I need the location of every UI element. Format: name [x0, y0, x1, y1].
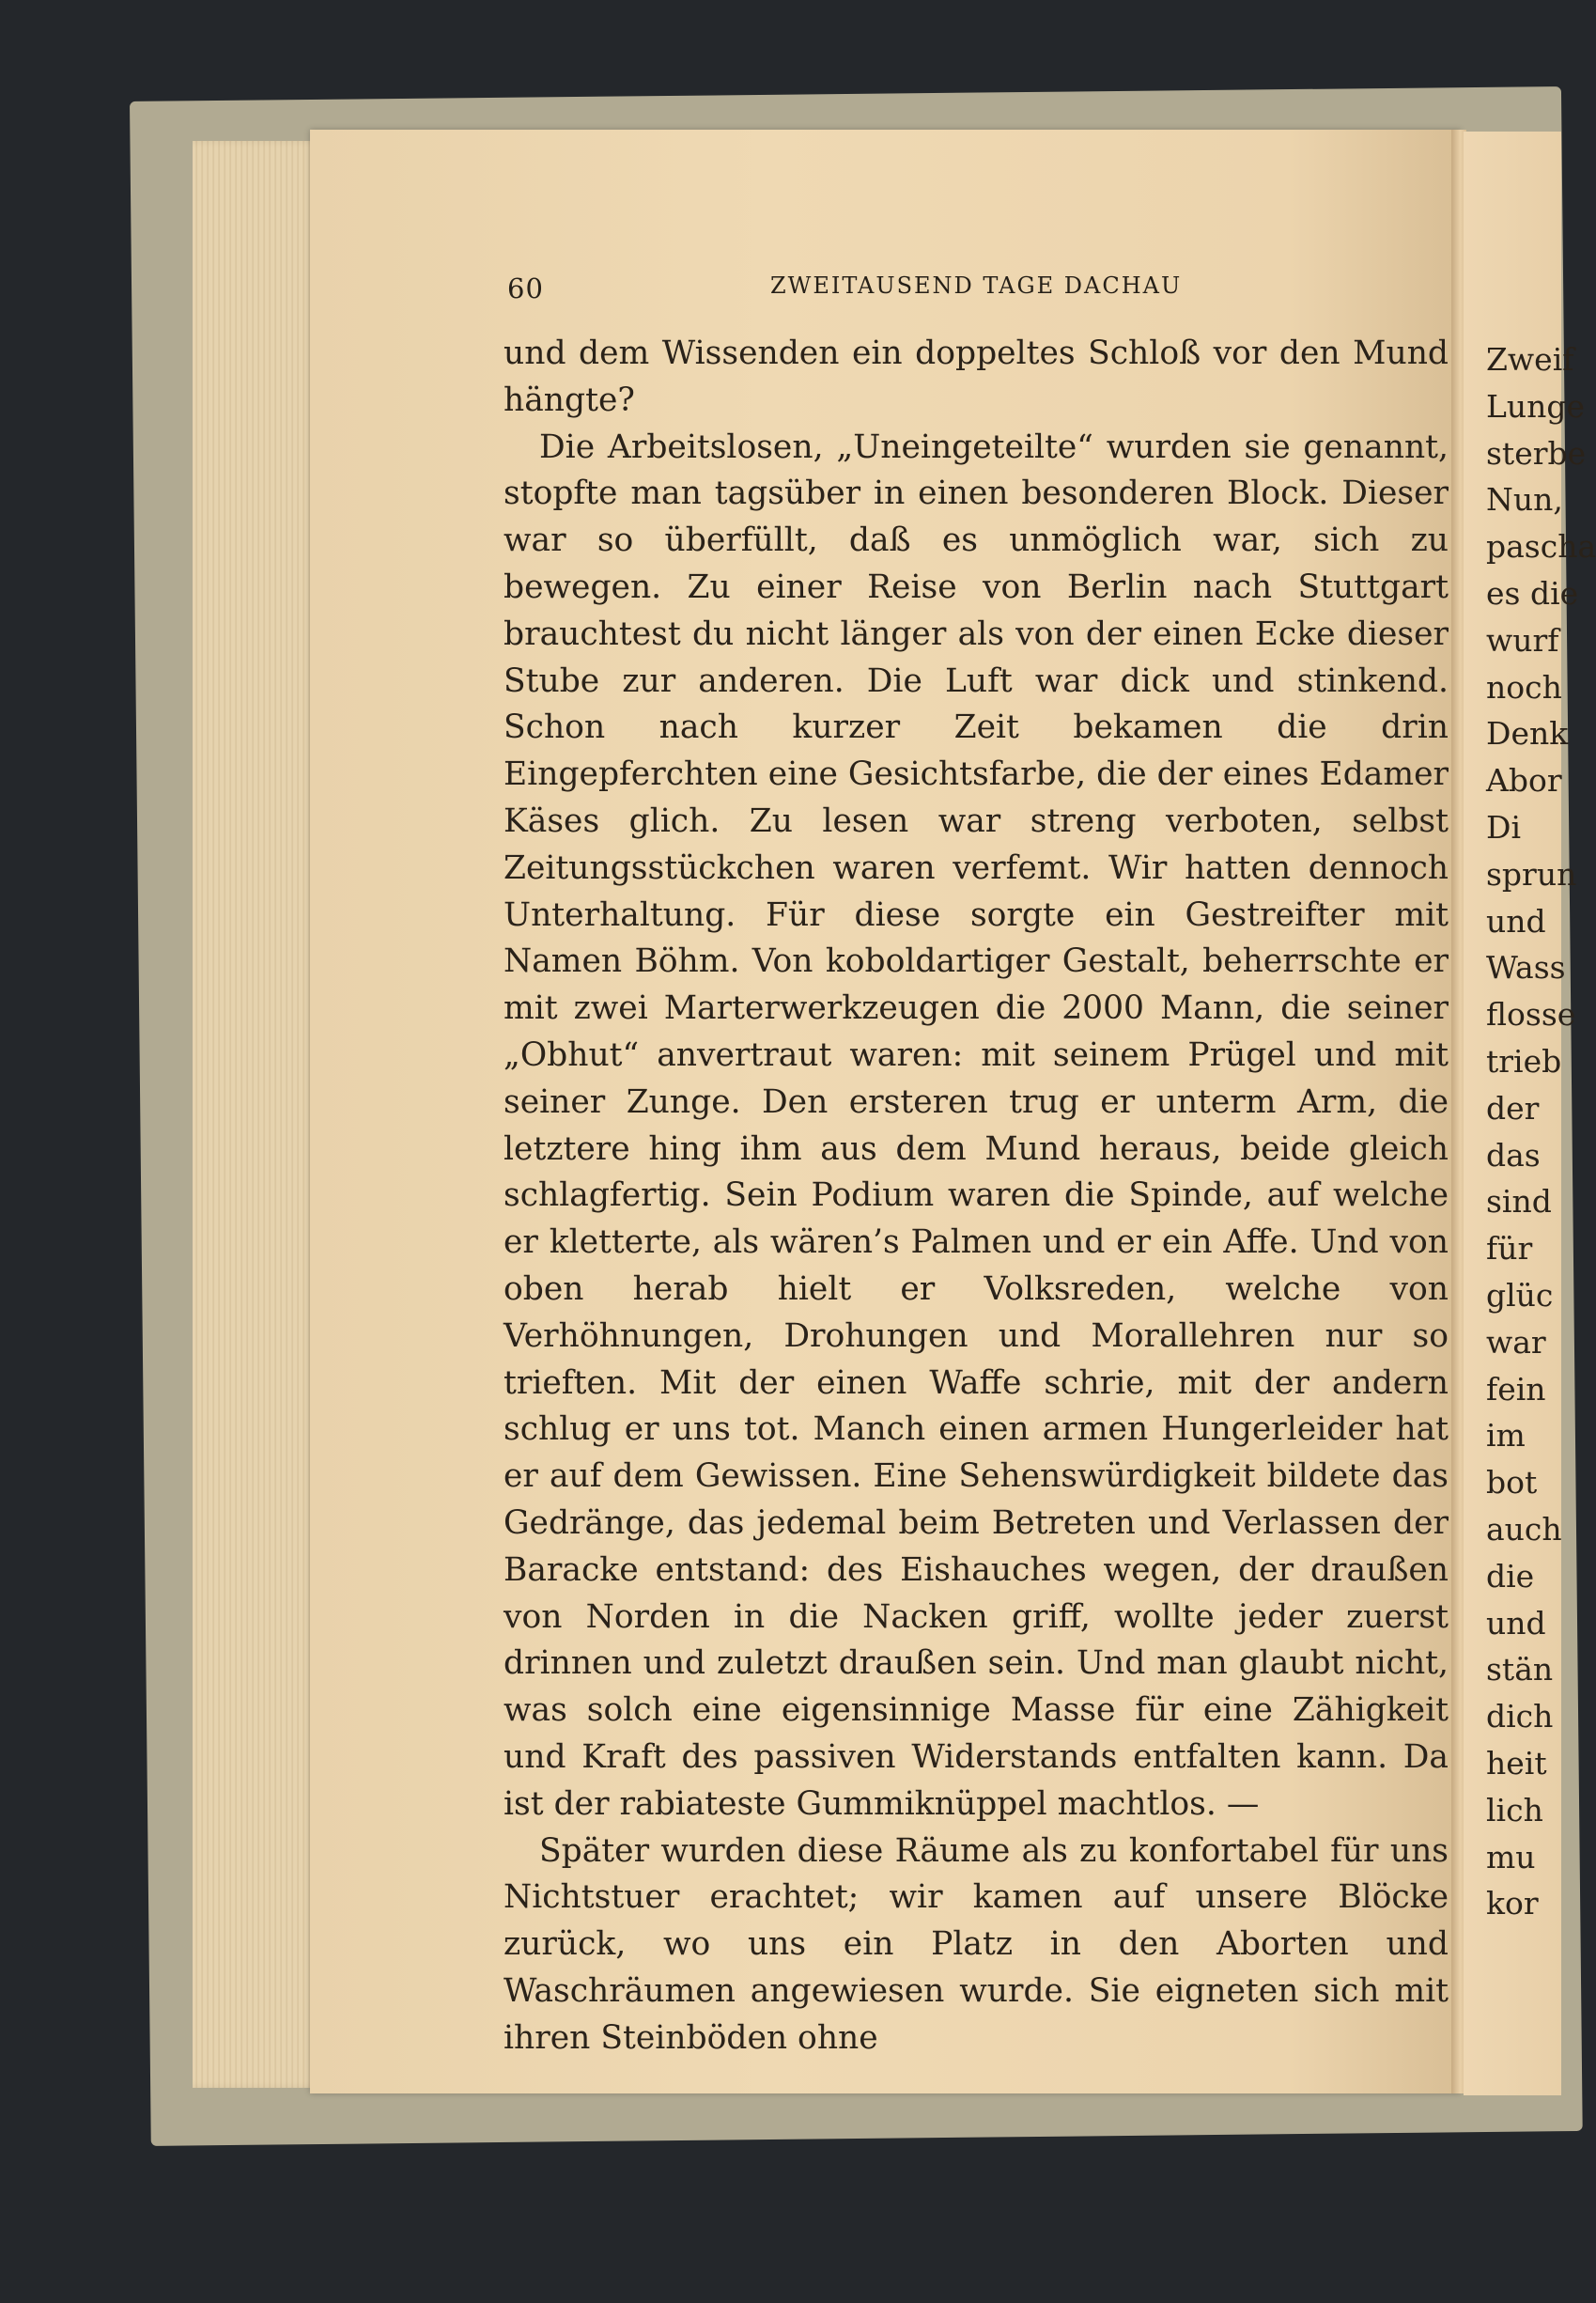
facing-page-line: heit: [1486, 1744, 1547, 1782]
running-header: [507, 272, 1447, 310]
facing-page-line: Nun,: [1486, 481, 1563, 519]
facing-page-line: bot: [1486, 1464, 1538, 1502]
facing-page-line: fein: [1486, 1370, 1546, 1408]
facing-page-line: kor: [1486, 1885, 1539, 1922]
facing-page-line: und: [1486, 902, 1546, 940]
paragraph: Später wurden diese Räume als zu konfortabel für uns Nichtstuer erachtet; wir kamen auf unsere Blöcke zurück, wo uns ein Platz in den Aborten und Waschräumen angewiesen wurde. Sie eigneten sich mit ihren Steinböden ohne: [504, 1831, 1449, 2057]
facing-page-line: trieb: [1486, 1042, 1562, 1080]
facing-page-line: lich: [1486, 1791, 1543, 1828]
paragraph: Die Arbeitslosen, „Uneingeteilte“ wurden sie genannt, stopfte man tagsüber in einen besonderen Block. Dieser war so überfüllt, daß es unmöglich war, sich zu bewegen. Zu einer Reise von Berlin nach Stuttgart brauchtest du nicht länger als von der einen Ecke dieser Stube zur anderen. Die Luft war dick und stinkend. Schon nach kurzer Zeit bekamen die drin Eingepferchten eine Gesichtsfarbe, die der eines Edamer Käses glich. Zu lesen war streng verboten, selbst Zeitungsstückchen waren verfemt. Wir hatten dennoch Unterhaltung. Für diese sorgte ein Gestreifter mit Namen Böhm. Von koboldartiger Gestalt, beherrschte er mit zwei Marterwerkzeugen die 2000 Mann, die seiner „Obhut“ anvertraut waren: mit seinem Prügel und mit seiner Zunge. Den ersteren trug er unterm Arm, die letztere hing ihm aus dem Mund heraus, beide gleich schlagfertig. Sein Podium waren die Spinde, auf welche er kletterte, als wären’s Palmen und er ein Affe. Und von oben herab hielt er Volksreden, welche von Verhöhnungen, Drohungen und Morallehren nur so trieften. Mit der einen Waffe schrie, mit der andern schlug er uns tot. Manch einen armen Hungerleider hat er auf dem Gewissen. Eine Sehenswürdigkeit bildete das Gedränge, das jedemal beim Betreten und Verlassen der Baracke entstand: des Eishauches wegen, der draußen von Norden in die Nacken griff, wollte jeder zuerst drinnen und zuletzt draußen sein. Und man glaubt nicht, was solch eine eigensinnige Masse für eine Zähigkeit und Kraft des passiven Widerstands entfalten kann. Da ist der rabiateste Gummiknüppel machtlos. —: [504, 428, 1449, 1823]
facing-page-line: flosse: [1486, 996, 1576, 1034]
facing-page-line: Wass: [1486, 949, 1566, 987]
facing-page-line: wurf: [1486, 621, 1559, 659]
facing-page-line: noch: [1486, 668, 1562, 706]
page-number: 60: [507, 272, 544, 304]
facing-page-line: sind: [1486, 1183, 1552, 1221]
facing-page-line: für: [1486, 1230, 1533, 1268]
body-text: [504, 331, 1449, 2062]
facing-page-line: pascha: [1486, 528, 1596, 566]
facing-page-line: Abor: [1486, 762, 1562, 800]
facing-page-line: sprun: [1486, 855, 1577, 893]
facing-page-line: Zweif: [1486, 341, 1574, 378]
facing-page-line: im: [1486, 1417, 1526, 1455]
facing-page-line: Denk: [1486, 715, 1569, 753]
facing-page-line: das: [1486, 1136, 1541, 1174]
facing-page-line: auch: [1486, 1510, 1562, 1548]
facing-page-line: die: [1486, 1557, 1535, 1595]
paragraph: und dem Wissenden ein doppeltes Schloß vor den Mund hängte?: [504, 335, 1449, 419]
facing-page-line: der: [1486, 1089, 1540, 1127]
facing-page-line: war: [1486, 1323, 1546, 1361]
facing-page-line: mu: [1486, 1838, 1536, 1875]
right-page: [1464, 132, 1596, 2095]
facing-page-line: glüc: [1486, 1276, 1554, 1314]
facing-page-line: dich: [1486, 1698, 1554, 1735]
facing-page-line: sterbe: [1486, 434, 1587, 472]
facing-page-line: es die: [1486, 574, 1579, 612]
facing-page-line: Lunge: [1486, 387, 1586, 425]
facing-page-line: Di: [1486, 808, 1522, 846]
page-edges: [193, 141, 322, 2088]
facing-page-text: [1486, 336, 1596, 1927]
facing-page-line: und: [1486, 1604, 1546, 1642]
facing-page-line: stän: [1486, 1651, 1554, 1688]
running-title: ZWEITAUSEND TAGE DACHAU: [770, 272, 1183, 299]
